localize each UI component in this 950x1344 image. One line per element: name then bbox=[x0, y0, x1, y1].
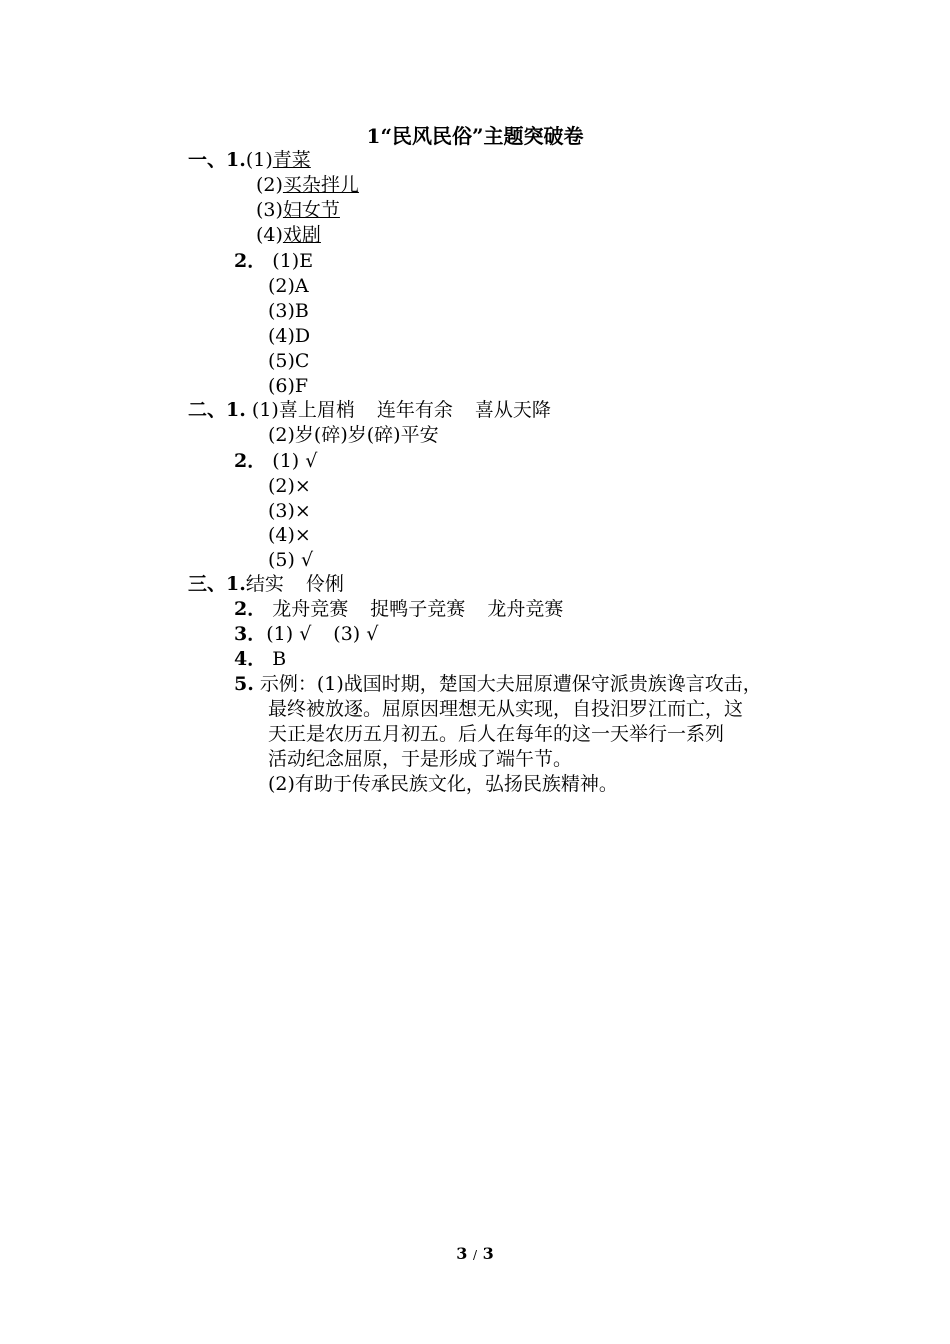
answer-text: 龙舟竞赛 bbox=[487, 598, 564, 620]
page-separator: / bbox=[472, 1248, 478, 1262]
section-2-q1-line-1 bbox=[188, 398, 551, 423]
section-3-label: 三、 bbox=[188, 573, 227, 595]
answer-text: (1) √ bbox=[272, 450, 318, 472]
answer-text: (1) √ bbox=[266, 623, 312, 645]
answer-text: 戏剧 bbox=[282, 224, 321, 246]
question-number: 1. bbox=[226, 149, 246, 171]
section-2-q1-line-2: (2)岁(碎)岁(碎)平安 bbox=[268, 424, 439, 446]
section-1-q2-line-4: (4)D bbox=[268, 325, 311, 347]
answer-text: 妇女节 bbox=[282, 199, 340, 221]
section-1-q2-line-2: (2)A bbox=[268, 275, 309, 297]
question-number: 2． bbox=[234, 598, 267, 620]
section-3-q3-line bbox=[234, 622, 378, 647]
section-3-q5-line-2: 最终被放逐。屈原因理想无从实现，自投汨罗江而亡，这 bbox=[268, 698, 744, 720]
answer-text: (1)喜上眉梢 bbox=[251, 399, 355, 421]
question-number: 3． bbox=[234, 623, 267, 645]
item-prefix: (2) bbox=[256, 174, 283, 196]
question-number: 2． bbox=[234, 250, 267, 272]
page-title: 1“民风民俗”主题突破卷 bbox=[366, 124, 584, 148]
answer-text: 伶俐 bbox=[305, 573, 344, 595]
answer-text: B bbox=[272, 648, 287, 670]
question-number: 2． bbox=[234, 450, 267, 472]
answer-text: 买杂拌儿 bbox=[282, 174, 359, 196]
page-current: 3 bbox=[456, 1244, 468, 1263]
section-3-q5-line-5: (2)有助于传承民族文化，弘扬民族精神。 bbox=[268, 773, 618, 795]
section-2-label: 二、 bbox=[188, 399, 227, 421]
section-2-q2-line-4: (4)× bbox=[268, 524, 311, 546]
section-1-label: 一、 bbox=[188, 149, 227, 171]
answer-text: 龙舟竞赛 bbox=[272, 598, 349, 620]
question-number: 1. bbox=[226, 573, 246, 595]
section-3-q2-line bbox=[234, 597, 563, 622]
question-number: 1. bbox=[226, 399, 246, 421]
section-3-q5-line-1 bbox=[234, 672, 762, 697]
page-total: 3 bbox=[482, 1244, 494, 1263]
section-3-q5-line-4: 活动纪念屈原，于是形成了端午节。 bbox=[268, 748, 573, 770]
section-2-q2-line-5: (5) √ bbox=[268, 549, 314, 571]
item-prefix: (4) bbox=[256, 224, 283, 246]
answer-text: 示例：(1)战国时期，楚国大夫屈原遭保守派贵族谗言攻击， bbox=[259, 673, 762, 695]
section-2-q2-line-2: (2)× bbox=[268, 475, 311, 497]
answer-text: 连年有余 bbox=[376, 399, 453, 421]
item-prefix: (1) bbox=[245, 149, 273, 171]
question-number: 4． bbox=[234, 648, 267, 670]
section-1-q2-line-3: (3)B bbox=[268, 300, 309, 322]
section-1-q1-line-1 bbox=[188, 148, 311, 173]
answer-text: (3) √ bbox=[333, 623, 379, 645]
answer-text: (1)E bbox=[272, 250, 314, 272]
section-3-q4-line bbox=[234, 647, 286, 672]
section-1-q1-line-4 bbox=[256, 223, 321, 248]
question-number: 5. bbox=[234, 673, 254, 695]
section-1-q1-line-2 bbox=[256, 173, 359, 198]
answer-text: 结实 bbox=[245, 573, 284, 595]
answer-text: 青菜 bbox=[272, 149, 311, 171]
answer-text: 捉鸭子竞赛 bbox=[370, 598, 466, 620]
answer-text: 喜从天降 bbox=[474, 399, 551, 421]
section-1-q2-line-1 bbox=[234, 249, 313, 274]
item-prefix: (3) bbox=[256, 199, 283, 221]
section-2-q2-line-3: (3)× bbox=[268, 500, 311, 522]
page-number bbox=[0, 1244, 950, 1265]
section-3-q1-line bbox=[188, 572, 344, 597]
section-2-q2-line-1 bbox=[234, 449, 317, 474]
section-3-q5-line-3: 天正是农历五月初五。后人在每年的这一天举行一系列 bbox=[268, 723, 725, 745]
section-1-q2-line-5: (5)C bbox=[268, 350, 310, 372]
section-1-q1-line-3 bbox=[256, 198, 340, 223]
section-1-q2-line-6: (6)F bbox=[268, 375, 309, 397]
